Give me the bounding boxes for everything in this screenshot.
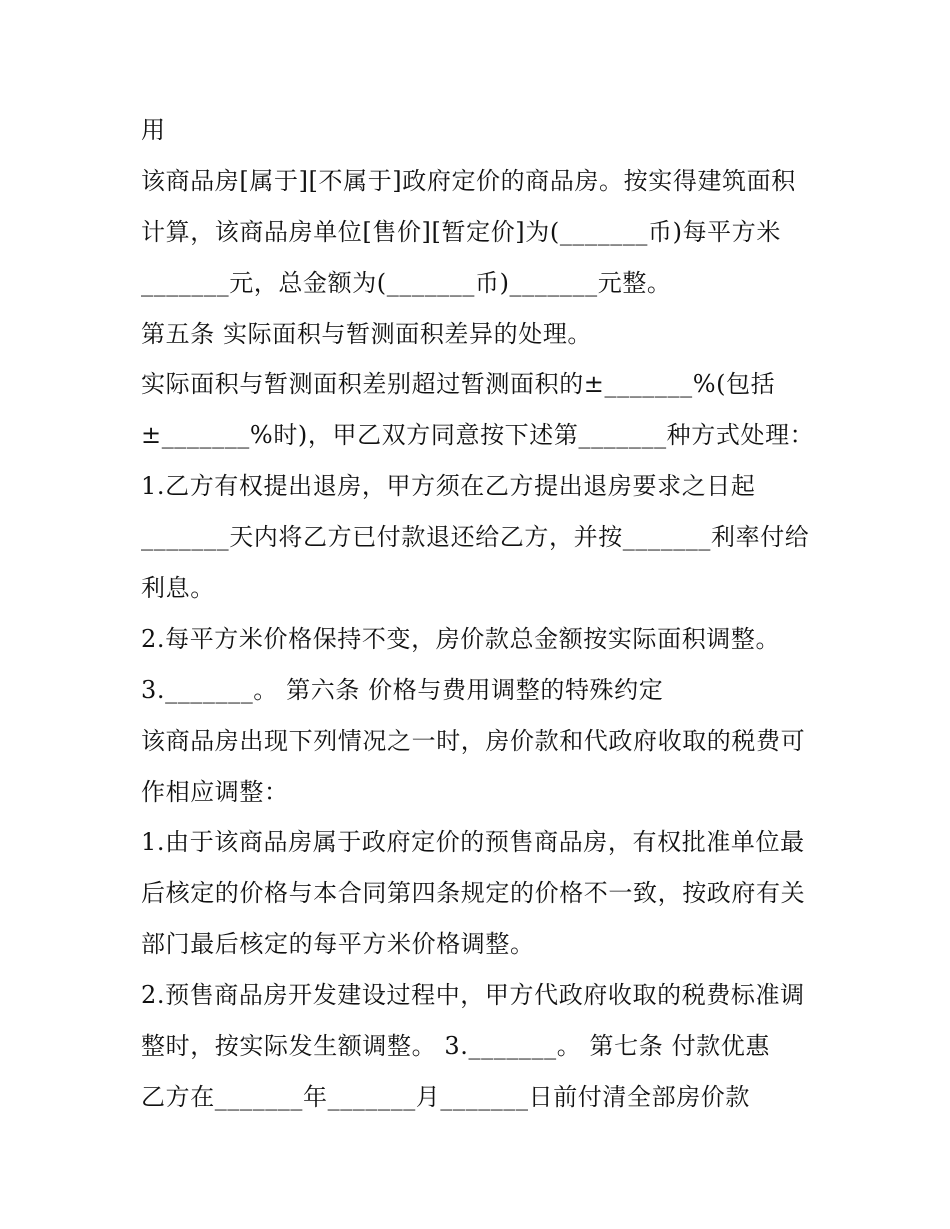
text-line: 用: [141, 116, 166, 144]
text-line: 利息。: [141, 574, 215, 603]
text-line: 作相应调整：: [141, 777, 289, 806]
document-body: [141, 111, 821, 1129]
text-line: _______天内将乙方已付款退还给乙方，并按_______利率付给: [141, 523, 810, 552]
list-item: 3._______。 第六条 价格与费用调整的特殊约定: [141, 675, 664, 704]
list-item: 2.每平方米价格保持不变，房价款总金额按实际面积调整。: [141, 624, 781, 653]
text-line: 计算，该商品房单位[售价][暂定价]为(_______币)每平方米: [141, 217, 781, 246]
text-line: 后核定的价格与本合同第四条规定的价格不一致，按政府有关: [141, 879, 806, 908]
text-line: _______元，总金额为(_______币)_______元整。: [141, 268, 672, 297]
text-line: 实际面积与暂测面积差别超过暂测面积的±_______%(包括: [141, 370, 776, 399]
text-line: 乙方在_______年_______月_______日前付清全部房价款: [141, 1082, 750, 1111]
text-line: 部门最后核定的每平方米价格调整。: [141, 930, 535, 959]
text-line: 整时，按实际发生额调整。 3._______。 第七条 付款优惠: [141, 1032, 770, 1061]
list-item: 1.由于该商品房属于政府定价的预售商品房，有权批准单位最: [141, 828, 805, 857]
text-line: ±_______%时)，甲乙双方同意按下述第_______种方式处理：: [141, 421, 815, 450]
section-heading: 第五条 实际面积与暂测面积差异的处理。: [141, 319, 593, 348]
text-line: 该商品房[属于][不属于]政府定价的商品房。按实得建筑面积: [141, 166, 796, 195]
list-item: 1.乙方有权提出退房，甲方须在乙方提出退房要求之日起: [141, 472, 756, 501]
text-line: 该商品房出现下列情况之一时，房价款和代政府收取的税费可: [141, 726, 806, 755]
list-item: 2.预售商品房开发建设过程中，甲方代政府收取的税费标准调: [141, 981, 805, 1010]
